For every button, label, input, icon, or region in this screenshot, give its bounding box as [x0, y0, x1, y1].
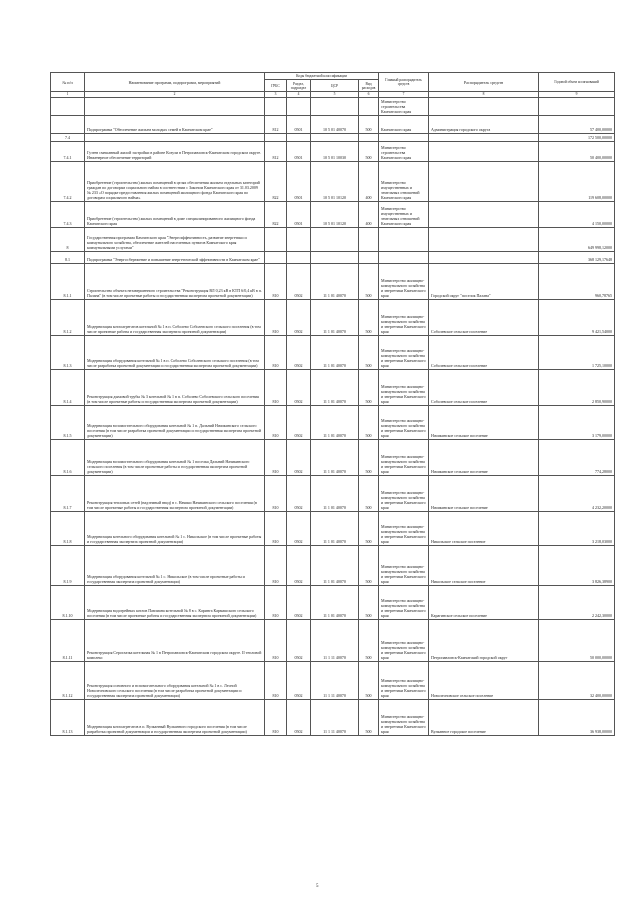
cell-admin: Министерство жилищно-коммунального хозяйства и энергетики Камчатского края [379, 440, 429, 476]
cell-num: 8.1.1 [51, 264, 85, 300]
cell-vr: 500 [359, 440, 379, 476]
cell-admin: Министерство имущественных и земельных отношений Камчатского края [379, 202, 429, 228]
cell-vr [359, 134, 379, 142]
cell-recipient: Соболевское сельское поселение [429, 370, 539, 406]
cell-vr: 500 [359, 546, 379, 586]
cell-num: 8.1.11 [51, 620, 85, 662]
cell-csr [311, 252, 359, 264]
header-csr: ЦСР [311, 80, 359, 92]
cell-grbs: 810 [265, 620, 287, 662]
cell-rz: 0501 [287, 116, 311, 134]
table-row [51, 116, 615, 134]
header-name: Наименование программ, подпрограмм, мероприятий [85, 73, 265, 92]
cell-grbs: 812 [265, 142, 287, 162]
cell-name: Реконструкция тепловых сетей (надземный ввод) в с. Начики Начикинского сельского поселения (в том числе проектные работы и государственная экспертиза проектной документации) [85, 476, 265, 512]
cell-recipient: Соболевское сельское поселение [429, 336, 539, 370]
table-row [51, 662, 615, 700]
page-number: 5 [316, 884, 319, 889]
cell-csr: 11 1 11 40070 [311, 620, 359, 662]
cell-num: 8.1.6 [51, 440, 85, 476]
cell-amount: 960,78765 [539, 264, 615, 300]
cell-name [85, 134, 265, 142]
cell-admin: Министерство жилищно-коммунального хозяйства и энергетики Камчатского края [379, 512, 429, 546]
col-number: 3 [265, 92, 287, 98]
cell-grbs [265, 228, 287, 252]
cell-csr: 11 1 01 40070 [311, 300, 359, 336]
table-row [51, 546, 615, 586]
budget-table [50, 72, 615, 736]
cell-recipient [429, 162, 539, 202]
cell-rz: 0502 [287, 620, 311, 662]
cell-vr: 500 [359, 116, 379, 134]
cell-name: Приобретение (строительство) жилых помещений в целях обеспечения жильем отдельных категорий граждан по договорам социального найма в соответствии с Законом Камчатского края от 31.03.2009 № 233 «О порядке предоставления жилых помещений жилищного фонда Камчатского края по договорам социального найма» [85, 162, 265, 202]
cell-recipient [429, 252, 539, 264]
cell-num: 7.4 [51, 134, 85, 142]
table-row [51, 228, 615, 252]
cell-num: 8.1.5 [51, 406, 85, 440]
cell-admin: Министерство имущественных и земельных отношений Камчатского края [379, 162, 429, 202]
cell-recipient: Городской округ "поселок Палана" [429, 264, 539, 300]
cell-name: Реконструкция основного и вспомогательного оборудования котельной № 1 в с. Лесной Новолесновского сельского поселения (в том числе разработка проектной документации и государственная экспертиза проектной документации) [85, 662, 265, 700]
table-row [51, 162, 615, 202]
table-row [51, 264, 615, 300]
cell-csr [311, 98, 359, 116]
cell-amount: 368 129,17648 [539, 252, 615, 264]
cell-name: Модернизация котельного оборудования котельной № 1 с. Никольское (в том числе проектные работы и государственная экспертиза проектной документации) [85, 512, 265, 546]
cell-vr: 400 [359, 202, 379, 228]
cell-grbs [265, 134, 287, 142]
cell-grbs: 810 [265, 440, 287, 476]
cell-grbs: 810 [265, 512, 287, 546]
cell-amount: 4 232,20000 [539, 476, 615, 512]
cell-amount: 50 400,00000 [539, 142, 615, 162]
header-recipient: Распорядитель средств [429, 73, 539, 92]
cell-grbs: 822 [265, 162, 287, 202]
cell-rz: 0502 [287, 300, 311, 336]
cell-recipient [429, 134, 539, 142]
cell-amount: 57 400,00000 [539, 116, 615, 134]
cell-admin: Министерство жилищно-коммунального хозяйства и энергетики Камчатского края [379, 620, 429, 662]
cell-vr [359, 98, 379, 116]
cell-vr: 500 [359, 336, 379, 370]
cell-rz: 0502 [287, 546, 311, 586]
col-number: 6 [359, 92, 379, 98]
cell-csr: 10 5 01 10120 [311, 202, 359, 228]
table-body [51, 98, 615, 736]
cell-csr: 11 1 01 40070 [311, 336, 359, 370]
cell-grbs [265, 98, 287, 116]
cell-grbs: 810 [265, 700, 287, 736]
cell-rz: 0502 [287, 700, 311, 736]
cell-vr: 500 [359, 264, 379, 300]
cell-num: 8.1 [51, 252, 85, 264]
col-number: 5 [311, 92, 359, 98]
cell-name: Модернизация оборудования котельной № 1 в п. Соболево Соболевского сельского поселения (в том числе разработка проектной документации и государственная экспертиза проектной документации) [85, 336, 265, 370]
cell-amount: 119 608,00000 [539, 162, 615, 202]
cell-grbs: 810 [265, 370, 287, 406]
cell-recipient: Начикинское сельское поселение [429, 406, 539, 440]
cell-csr: 11 1 01 40070 [311, 370, 359, 406]
cell-admin: Министерство строительства Камчатского края [379, 142, 429, 162]
cell-name: Строительство объекта незавершенного строительства "Реконструкция ВЛ 0,23 кВ в КТП 6/0,4 кВ в п. Палана" (в том числе проектные работы и государственная экспертиза проектной документации) [85, 264, 265, 300]
table-row [51, 300, 615, 336]
cell-recipient: Администрация городского округа [429, 116, 539, 134]
cell-rz: 0502 [287, 406, 311, 440]
cell-amount: 649 998,12000 [539, 228, 615, 252]
cell-recipient: Вулканное городское поселение [429, 700, 539, 736]
cell-rz: 0502 [287, 662, 311, 700]
cell-amount: 774,28000 [539, 440, 615, 476]
cell-rz [287, 134, 311, 142]
cell-grbs: 810 [265, 546, 287, 586]
cell-name [85, 98, 265, 116]
cell-csr: 11 1 01 40070 [311, 440, 359, 476]
cell-num: 8.1.13 [51, 700, 85, 736]
header-num: № п/п [51, 73, 85, 92]
cell-name: Модернизация вспомогательного оборудования котельной № 1 п. Дальний Начикинского сельского поселения (в том числе разработка проектной документации и государственная экспертиза проектной документации) [85, 406, 265, 440]
cell-num: 8.1.10 [51, 586, 85, 620]
cell-vr: 500 [359, 620, 379, 662]
cell-name: Модернизация котлоагрегатов котельной № 1 в п. Соболево Соболевского сельского поселения (в том числе проектные работы и государственная экспертиза проектной документации) [85, 300, 265, 336]
cell-rz: 0502 [287, 336, 311, 370]
cell-vr: 500 [359, 300, 379, 336]
header-grbs: ГРБС [265, 80, 287, 92]
cell-grbs: 810 [265, 586, 287, 620]
cell-vr: 400 [359, 162, 379, 202]
table-row [51, 252, 615, 264]
table-row [51, 134, 615, 142]
cell-csr: 10 5 01 10030 [311, 142, 359, 162]
cell-recipient: Никольское сельское поселение [429, 512, 539, 546]
cell-csr: 11 1 01 40070 [311, 512, 359, 546]
cell-rz [287, 252, 311, 264]
cell-amount: 4 150,00000 [539, 202, 615, 228]
cell-name: Подпрограмма "Обеспечение жильем молодых семей в Камчатском крае" [85, 116, 265, 134]
cell-num: 8.1.9 [51, 546, 85, 586]
col-number: 1 [51, 92, 85, 98]
cell-name: Модернизация котлоагрегатов в п. Вулканный Вулканного городского поселения (в том числе разработка проектной документации и государственная экспертиза проектной документации) [85, 700, 265, 736]
cell-admin [379, 134, 429, 142]
cell-name: Реконструкция дымовой трубы № 3 котельной № 1 в п. Соболево Соболевского сельского поселения (в том числе проектные работы и государственная экспертиза проектной документации) [85, 370, 265, 406]
cell-recipient: Карагинское сельское поселение [429, 586, 539, 620]
cell-grbs: 822 [265, 202, 287, 228]
cell-recipient [429, 202, 539, 228]
cell-rz: 0502 [287, 370, 311, 406]
cell-grbs [265, 252, 287, 264]
cell-rz: 0502 [287, 586, 311, 620]
cell-grbs: 810 [265, 476, 287, 512]
cell-vr: 500 [359, 476, 379, 512]
cell-num: 8.1.8 [51, 512, 85, 546]
cell-recipient: Никольское сельское поселение [429, 546, 539, 586]
cell-amount: 1 725,10000 [539, 336, 615, 370]
header-vr: Вид расходов [359, 80, 379, 92]
cell-admin: Министерство жилищно-коммунального хозяйства и энергетики Камчатского края [379, 264, 429, 300]
cell-num: 8.1.7 [51, 476, 85, 512]
cell-amount: 3 826,38900 [539, 546, 615, 586]
cell-admin: Министерство жилищно-коммунального хозяйства и энергетики Камчатского края [379, 546, 429, 586]
cell-name: Модернизация вспомогательного оборудования котельной № 1 поселка Дальний Начикинского сельского поселения (в том числе проектные работы и государственная экспертиза проектной документации) [85, 440, 265, 476]
header-razdel: Раздел, подраздел [287, 80, 311, 92]
cell-csr: 11 1 01 40070 [311, 586, 359, 620]
cell-csr: 11 1 01 40070 [311, 476, 359, 512]
cell-recipient: Новолесновское сельское поселение [429, 662, 539, 700]
cell-vr: 500 [359, 512, 379, 546]
cell-amount: 9 421,54000 [539, 300, 615, 336]
cell-vr: 500 [359, 142, 379, 162]
cell-num [51, 116, 85, 134]
cell-csr [311, 134, 359, 142]
table-row [51, 202, 615, 228]
cell-num [51, 98, 85, 116]
cell-rz [287, 98, 311, 116]
table-row [51, 370, 615, 406]
cell-vr [359, 228, 379, 252]
cell-admin: Камчатского края [379, 116, 429, 134]
cell-csr: 11 1 11 40070 [311, 700, 359, 736]
cell-admin: Министерство жилищно-коммунального хозяйства и энергетики Камчатского края [379, 586, 429, 620]
table-row [51, 620, 615, 662]
cell-num: 8 [51, 228, 85, 252]
cell-vr: 500 [359, 406, 379, 440]
cell-name: Приобретение (строительство) жилых помещений в доме специализированного жилищного фонда Камчатского края [85, 202, 265, 228]
cell-amount: 36 938,00000 [539, 700, 615, 736]
cell-rz: 0502 [287, 512, 311, 546]
cell-name: Подпрограмма "Энергосбережение и повышение энергетической эффективности в Камчатском крае" [85, 252, 265, 264]
col-number: 8 [429, 92, 539, 98]
cell-vr: 500 [359, 586, 379, 620]
cell-admin: Министерство жилищно-коммунального хозяйства и энергетики Камчатского края [379, 370, 429, 406]
cell-recipient [429, 142, 539, 162]
cell-recipient [429, 98, 539, 116]
table-row [51, 586, 615, 620]
cell-num: 8.1.3 [51, 336, 85, 370]
header-admin: Главный распорядитель средств [379, 73, 429, 92]
cell-recipient: Начикинское сельское поселение [429, 476, 539, 512]
table-row [51, 98, 615, 116]
table-row [51, 476, 615, 512]
cell-amount: 50 000,00000 [539, 620, 615, 662]
cell-num: 7.4.3 [51, 202, 85, 228]
cell-recipient: Соболевское сельское поселение [429, 300, 539, 336]
cell-rz: 0502 [287, 440, 311, 476]
cell-amount [539, 98, 615, 116]
cell-admin: Министерство строительства Камчатского края [379, 98, 429, 116]
cell-admin: Министерство жилищно-коммунального хозяйства и энергетики Камчатского края [379, 300, 429, 336]
cell-admin [379, 252, 429, 264]
col-number: 9 [539, 92, 615, 98]
cell-amount: 32 400,00000 [539, 662, 615, 700]
cell-admin: Министерство жилищно-коммунального хозяйства и энергетики Камчатского края [379, 700, 429, 736]
cell-admin: Министерство жилищно-коммунального хозяйства и энергетики Камчатского края [379, 476, 429, 512]
cell-csr: 10 5 01 40070 [311, 116, 359, 134]
cell-csr: 11 1 01 40070 [311, 406, 359, 440]
cell-grbs: 810 [265, 264, 287, 300]
cell-name: Государственная программа Камчатского края "Энергоэффективность, развитие энергетики и коммунального хозяйства, обеспечение жителей населенных пунктов Камчатского края коммунальными услугами" [85, 228, 265, 252]
cell-csr: 11 1 01 40070 [311, 264, 359, 300]
cell-rz [287, 228, 311, 252]
col-number: 4 [287, 92, 311, 98]
cell-csr: 10 5 01 10120 [311, 162, 359, 202]
cell-recipient: Начикинское сельское поселение [429, 440, 539, 476]
cell-grbs: 812 [265, 116, 287, 134]
cell-csr [311, 228, 359, 252]
cell-csr: 11 1 11 40070 [311, 662, 359, 700]
cell-admin: Министерство жилищно-коммунального хозяйства и энергетики Камчатского края [379, 406, 429, 440]
table-row [51, 406, 615, 440]
cell-num: 8.1.12 [51, 662, 85, 700]
cell-admin: Министерство жилищно-коммунального хозяйства и энергетики Камчатского края [379, 662, 429, 700]
cell-admin: Министерство жилищно-коммунального хозяйства и энергетики Камчатского края [379, 336, 429, 370]
cell-grbs: 810 [265, 336, 287, 370]
cell-vr: 500 [359, 662, 379, 700]
cell-name: Гузеев смешанный жилой застройки в районе Козули в Петропавловск-Камчатском городском округе. Инженерное обеспечение территорий [85, 142, 265, 162]
cell-grbs: 810 [265, 300, 287, 336]
cell-rz: 0501 [287, 142, 311, 162]
cell-vr [359, 252, 379, 264]
cell-grbs: 810 [265, 406, 287, 440]
cell-rz: 0501 [287, 162, 311, 202]
cell-amount: 2 242,30000 [539, 586, 615, 620]
cell-amount: 2 850,90000 [539, 370, 615, 406]
cell-num: 7.4.1 [51, 142, 85, 162]
cell-grbs: 810 [265, 662, 287, 700]
cell-num: 8.1.4 [51, 370, 85, 406]
cell-csr: 11 1 01 40070 [311, 546, 359, 586]
cell-admin [379, 228, 429, 252]
cell-name: Реконструкция Сероглазка котельная № 1 в Петропавловск-Камчатском городском округе. II тепловой комплекс [85, 620, 265, 662]
cell-vr: 500 [359, 370, 379, 406]
cell-amount: 3 218,03000 [539, 512, 615, 546]
col-number: 7 [379, 92, 429, 98]
cell-name: Модернизация оборудования котельной № 1 с. Никольское (в том числе проектные работы и государственная экспертиза проектной документации) [85, 546, 265, 586]
header-budget-codes: Коды бюджетной классификации [265, 73, 379, 80]
table-row [51, 700, 615, 736]
cell-vr: 500 [359, 700, 379, 736]
cell-num: 8.1.2 [51, 300, 85, 336]
cell-rz: 0502 [287, 476, 311, 512]
cell-rz: 0502 [287, 264, 311, 300]
header-amount: Годовой объем ассигнований [539, 73, 615, 92]
cell-amount: 3 179,00000 [539, 406, 615, 440]
cell-amount: 172 500,00000 [539, 134, 615, 142]
cell-rz: 0501 [287, 202, 311, 228]
cell-num: 7.4.2 [51, 162, 85, 202]
cell-name: Модернизация водогрейных котлов Павлиана котельной № 8 в с. Каринга Кармашского сельского поселения (в том числе проектные работы и государственная экспертиза проектной документации) [85, 586, 265, 620]
cell-recipient [429, 228, 539, 252]
table-row [51, 440, 615, 476]
col-number: 2 [85, 92, 265, 98]
cell-recipient: Петропавловск-Камчатский городской округ [429, 620, 539, 662]
table-row [51, 512, 615, 546]
table-row [51, 336, 615, 370]
table-row [51, 142, 615, 162]
